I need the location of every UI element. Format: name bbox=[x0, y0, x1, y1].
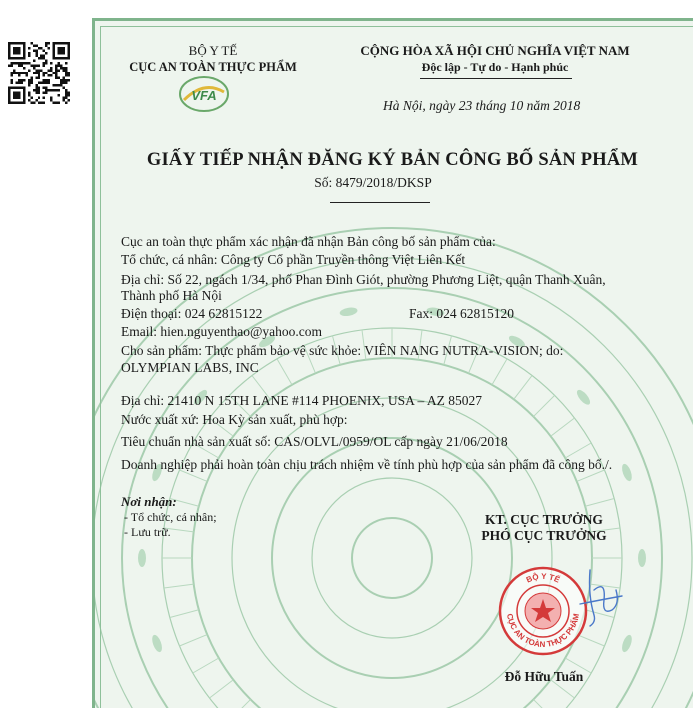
vfa-logo-icon bbox=[178, 74, 230, 114]
recipients-heading: Nơi nhận: bbox=[121, 494, 177, 509]
organization-line: Tổ chức, cá nhân: Công ty Cổ phần Truyền thông Việt Liên Kết bbox=[121, 252, 466, 267]
qr-code-icon bbox=[8, 42, 70, 104]
national-motto: Độc lập - Tự do - Hạnh phúc bbox=[421, 60, 569, 74]
document-title: GIẤY TIẾP NHẬN ĐĂNG KÝ BẢN CÔNG BỐ SẢN PHẨM bbox=[146, 150, 639, 170]
signer-name: Đỗ Hữu Tuấn bbox=[504, 669, 584, 684]
standard-line: Tiêu chuẩn nhà sản xuất số: CAS/OLVL/0959/OL cấp ngày 21/06/2018 bbox=[121, 434, 508, 449]
email-line: Email: hien.nguyenthao@yahoo.com bbox=[121, 324, 323, 339]
stamp-bottom-text: CỤC AN TOÀN THỰC PHẨM bbox=[505, 612, 581, 650]
agency-name: CỤC AN TOÀN THỰC PHẨM bbox=[129, 60, 297, 74]
handwritten-signature-icon bbox=[560, 560, 640, 640]
product-line-1: Cho sản phẩm: Thực phẩm bảo vệ sức khỏe: VIÊN NANG NUTRA-VISION; do: bbox=[121, 343, 564, 358]
manufacturer-address: Địa chỉ: 21410 N 15TH LANE #114 PHOENIX, USA – AZ 85027 bbox=[121, 393, 482, 408]
intro-text: Cục an toàn thực phẩm xác nhận đã nhận Bản công bố sản phẩm của: bbox=[121, 234, 496, 249]
address-line-1: Địa chỉ: Số 22, ngách 1/34, phố Phan Đình Giót, phường Phương Liệt, quận Thanh Xuân, bbox=[121, 272, 606, 287]
product-line-2: OLYMPIAN LABS, INC bbox=[121, 360, 259, 375]
ministry-name: BỘ Y TẾ bbox=[188, 43, 238, 58]
phone-line: Điện thoại: 024 62815122 bbox=[121, 306, 263, 321]
fax-line: Fax: 024 62815120 bbox=[409, 306, 515, 321]
recipient-item: - Lưu trữ. bbox=[124, 525, 171, 539]
logo-text: VFA bbox=[191, 88, 217, 103]
motto-underline bbox=[420, 78, 572, 79]
country-name: CỘNG HÒA XÃ HỘI CHỦ NGHĨA VIỆT NAM bbox=[360, 43, 630, 58]
responsibility-line: Doanh nghiệp phải hoàn toàn chịu trách nhiệm về tính phù hợp của sản phẩm đã công bố./. bbox=[121, 457, 613, 472]
address-line-2: Thành phố Hà Nội bbox=[121, 288, 222, 303]
issue-date: Hà Nội, ngày 23 tháng 10 năm 2018 bbox=[383, 98, 581, 113]
origin-line: Nước xuất xứ: Hoa Kỳ sản xuất, phù hợp: bbox=[121, 412, 348, 427]
document-number: Số: 8479/2018/DKSP bbox=[314, 175, 432, 190]
title-underline bbox=[330, 202, 430, 203]
signer-title-2: PHÓ CỤC TRƯỞNG bbox=[481, 528, 607, 543]
recipient-item: - Tổ chức, cá nhân; bbox=[124, 510, 217, 524]
signer-title-1: KT. CỤC TRƯỞNG bbox=[485, 512, 603, 527]
stamp-top-text: BỘ Y TẾ bbox=[524, 571, 562, 585]
